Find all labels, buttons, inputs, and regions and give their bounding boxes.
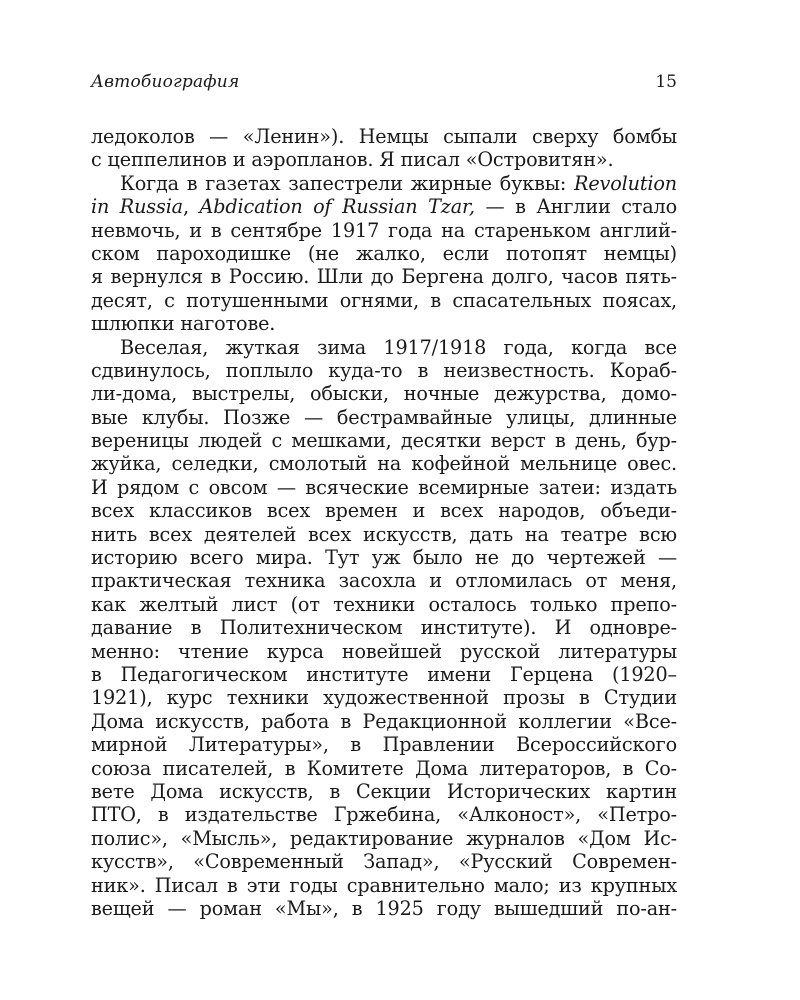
text-run: ник». Писал в эти годы сравнительно мало; из крупных — [91, 873, 677, 897]
text-line — [91, 265, 677, 288]
text-run: нить всех деятелей всех искусств, дать на театре всю — [91, 522, 677, 546]
italic-text: in Russia — [91, 195, 183, 219]
text-run: — в Англии стало — [474, 195, 677, 219]
text-run: вые клубы. Позже — бестрамвайные улицы, длинные — [91, 405, 677, 429]
text-line — [91, 897, 677, 920]
text-line — [91, 874, 677, 897]
text-run: десят, с потушенными огнями, в спасательных поясах, — [91, 288, 677, 312]
italic-text: Revolution — [574, 171, 677, 195]
text-run: Дома искусств, работа в Редакционной коллегии «Все- — [91, 709, 677, 733]
text-line — [91, 663, 677, 686]
text-run: Когда в газетах запестрели жирные буквы: — [120, 171, 575, 195]
text-line — [91, 733, 677, 756]
text-line — [91, 850, 677, 873]
text-line — [91, 523, 677, 546]
text-line — [91, 476, 677, 499]
text-run: ледоколов — «Ленин»). Немцы сыпали сверху бомбы — [91, 125, 677, 148]
text-run: ли-дома, выстрелы, обыски, ночные дежурства, домо- — [91, 382, 677, 406]
text-run: кусств», «Современный Запад», «Русский Современ- — [91, 850, 677, 874]
text-run: шлюпки наготове. — [91, 312, 276, 336]
text-run: невмочь, и в сентябре 1917 года на стареньком англий- — [91, 218, 677, 242]
text-line — [91, 289, 677, 312]
text-run: давание в Политехническом институте). И одновре- — [91, 616, 677, 640]
text-run: вереницы людей с мешками, десятки верст в день, бур- — [91, 429, 677, 453]
text-run: как желтый лист (от техники осталось только препо- — [91, 592, 677, 616]
text-run: в Педагогическом институте имени Герцена (1920– — [91, 662, 677, 686]
text-run: жуйка, селедки, смолотый на кофейной мельнице овес. — [91, 452, 677, 476]
text-run: И рядом с овсом — всяческие всемирные затеи: издать — [91, 475, 677, 499]
italic-text: Abdication of Russian Tzar, — [199, 195, 475, 219]
text-run: , — [182, 195, 200, 219]
text-line — [91, 569, 677, 592]
text-line — [91, 686, 677, 709]
text-line — [91, 640, 677, 663]
text-run: мирной Литературы», в Правлении Всероссийского — [91, 733, 677, 757]
text-run: менно: чтение курса новейшей русской литературы — [91, 639, 677, 663]
text-line — [91, 148, 677, 171]
text-line — [91, 382, 677, 405]
text-line — [91, 336, 677, 359]
text-run: вете Дома искусств, в Секции Исторических картин — [91, 779, 677, 803]
text-line — [91, 219, 677, 242]
text-run: вещей — роман «Мы», в 1925 году вышедший по-ан- — [91, 896, 677, 920]
text-line — [91, 757, 677, 780]
text-run: всех классиков всех времен и всех народов, объеди- — [91, 499, 677, 523]
text-line — [91, 312, 677, 335]
text-line — [91, 827, 677, 850]
text-line — [91, 803, 677, 826]
text-line — [91, 242, 677, 265]
text-line — [91, 546, 677, 569]
text-line — [91, 710, 677, 733]
text-run: ПТО, в издательстве Гржебина, «Алконост», «Петро- — [91, 803, 677, 827]
text-line — [91, 429, 677, 452]
text-line — [91, 780, 677, 803]
text-line — [91, 593, 677, 616]
text-run: полис», «Мысль», редактирование журналов «Дом Ис- — [91, 826, 677, 850]
text-run: 1921), курс техники художественной прозы в Студии — [91, 686, 677, 710]
text-line — [91, 452, 677, 475]
text-run: ском пароходишке (не жалко, если потопят немцы) — [91, 241, 677, 265]
text-line — [91, 125, 677, 148]
text-line — [91, 499, 677, 522]
text-run: практическая техника засохла и отломилась от меня, — [91, 569, 677, 593]
text-line — [91, 359, 677, 382]
text-run: сдвинулось, поплыло куда-то в неизвестность. Кораб- — [91, 358, 677, 382]
text-run: с цеппелинов и аэропланов. Я писал «Островитян». — [91, 148, 614, 172]
body-text — [91, 125, 677, 920]
text-line — [91, 172, 677, 195]
text-run: Веселая, жуткая зима 1917/1918 года, когда все — [120, 335, 677, 359]
page-number: 15 — [655, 72, 677, 92]
running-head — [91, 72, 677, 98]
text-line — [91, 406, 677, 429]
running-title: Автобиография — [91, 72, 240, 92]
text-line — [91, 616, 677, 639]
text-run: я вернулся в Россию. Шли до Бергена долго, часов пять- — [91, 265, 677, 289]
text-line — [91, 195, 677, 218]
text-run: союза писателей, в Комитете Дома литераторов, в Со- — [91, 756, 677, 780]
text-run: историю всего мира. Тут уж было не до чертежей — — [91, 546, 677, 570]
